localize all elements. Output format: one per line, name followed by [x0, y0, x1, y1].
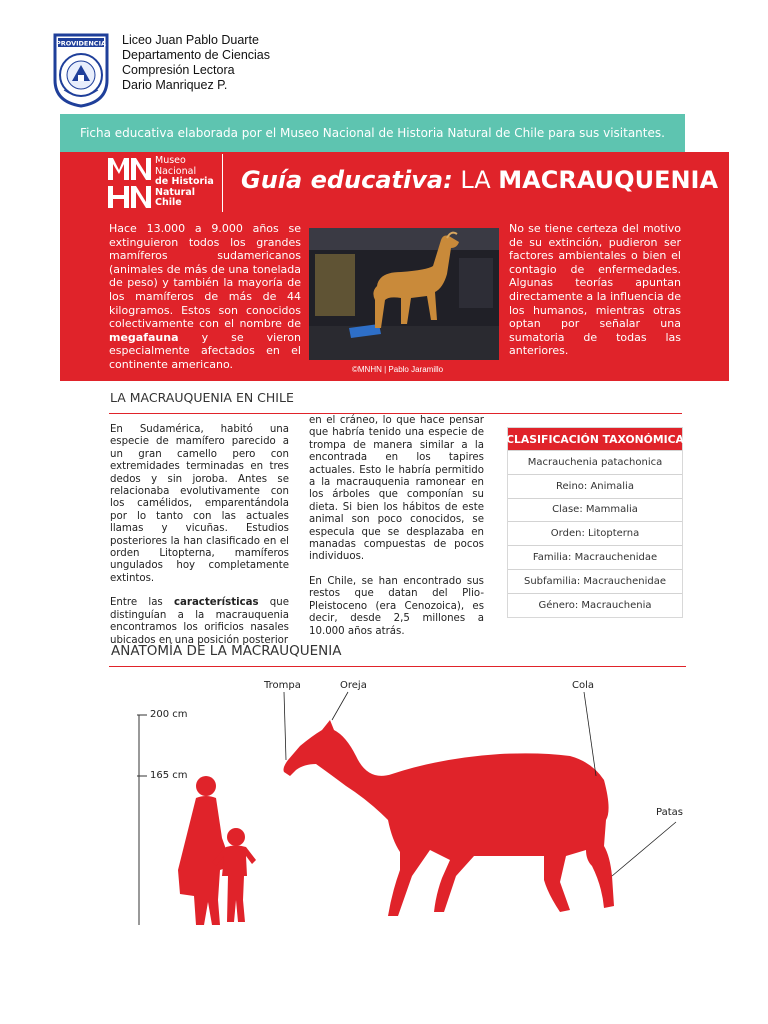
- paragraph: en el cráneo, lo que hace pensar que habría tenido una especie de trompa de manera similar a la encontrada en los tapires actuales. Esto le habría permitido a la macrauquenia ramonear en los árboles que componían su dieta. Si bien los hábitos de este animal son poco conocidos, se especula que se desplazaba en manadas compuestas de pocos individuos.: [309, 415, 484, 563]
- museum-name: [155, 156, 214, 209]
- info-banner: [60, 114, 685, 152]
- scale-label-165: 165 cm: [150, 770, 188, 781]
- label-patas: Patas: [656, 807, 683, 818]
- school-name: Liceo Juan Pablo Duarte: [122, 33, 259, 47]
- chile-text-middle: [309, 415, 484, 650]
- mnhn-logo: [108, 156, 152, 210]
- section-title-anatomy: ANATOMÍA DE LA MACRAUQUENIA: [111, 643, 342, 659]
- taxonomy-row: Clase: Mammalia: [508, 498, 682, 522]
- text-part: Entre las: [110, 597, 174, 609]
- banner-text: Ficha educativa elaborada por el Museo Nacional de Historia Natural de Chile para sus visitantes.: [80, 126, 665, 140]
- section-divider: [109, 666, 686, 667]
- paragraph: En Sudamérica, habitó una especie de mamífero parecido a un gran camello pero con extremidades terminadas en tres dedos y sin joroba. Antes se relacionaba evolutivamente con los camélidos, emparentándola por lo tanto con las actuales llamas y vicuñas. Estudios posteriores la han clasificado en el orden Litopterna, mamíferos ungulados hoy completamente extintos.: [110, 424, 289, 584]
- hero-text-part: y se vieron especialmente afectados en el continente americano.: [109, 330, 301, 371]
- school-info: [122, 33, 270, 93]
- taxonomy-row: Macrauchenia patachonica: [508, 450, 682, 474]
- museum-name-line: Museo: [155, 155, 186, 166]
- macrauquenia-silhouette: [284, 720, 615, 916]
- hero-section: [60, 152, 729, 381]
- taxonomy-row: Familia: Macrauchenidae: [508, 545, 682, 569]
- seal-top-text: PROVIDENCIA: [55, 39, 107, 48]
- section-divider: [109, 413, 682, 414]
- museum-name-line: Natural: [155, 186, 196, 198]
- museum-name-line: Nacional: [155, 165, 197, 177]
- taxonomy-row: Reino: Animalia: [508, 474, 682, 498]
- text-bold: características: [174, 597, 259, 609]
- taxonomy-row: Orden: Litopterna: [508, 521, 682, 545]
- paragraph: [110, 597, 289, 647]
- label-oreja: Oreja: [340, 680, 367, 691]
- paragraph: En Chile, se han encontrado sus restos que datan del Plio-Pleistoceno (era Cenozoica), es decir, desde 2,5 millones a 10.000 años atrás.: [309, 575, 484, 637]
- scale-label-200: 200 cm: [150, 709, 188, 720]
- taxonomy-row: Género: Macrauchenia: [508, 593, 682, 617]
- hero-divider: [222, 154, 223, 212]
- subject: Compresión Lectora: [122, 63, 235, 77]
- hero-text-part: Hace 13.000 a 9.000 años se extinguieron todos los grandes mamíferos sudamericanos (animales de más de una tonelada de peso) y también la mayoría de los mamíferos de más de 44 kilogramos. Estos son conocidos colectivamente con el nombre de: [109, 222, 301, 331]
- department: Departamento de Ciencias: [122, 48, 270, 62]
- text-part: que distinguían a la macrauquenia encontramos los orificios nasales ubicados en una posición posterior: [110, 597, 289, 646]
- taxonomy-row: Subfamilia: Macrauchenidae: [508, 569, 682, 593]
- photo-credit: ©MNHN | Pablo Jaramillo: [352, 365, 444, 374]
- page-title: [241, 166, 718, 194]
- school-seal-logo: [52, 32, 110, 108]
- macrauquenia-museum-photo: [309, 228, 499, 360]
- title-la: LA: [460, 166, 491, 194]
- hero-intro-text: [109, 222, 301, 372]
- chile-text-left: [110, 424, 289, 659]
- teacher: Dario Manriquez P.: [122, 78, 228, 92]
- anatomy-illustration: [0, 670, 768, 930]
- hero-extinction-text: No se tiene certeza del motivo de su extinción, pudieron ser factores ambientales o bien el contagio de enfermedades. Algunas teorías apuntan directamente a la influencia de los humanos, mientras otras optan por señalar una sumatoria de todas las anteriores.: [509, 222, 681, 358]
- taxonomy-header: CLASIFICACIÓN TAXONÓMICA: [508, 428, 682, 450]
- museum-name-line: de Historia: [155, 176, 214, 187]
- museum-name-line: Chile: [155, 197, 182, 208]
- label-trompa: Trompa: [264, 680, 301, 691]
- taxonomy-table: [507, 427, 683, 618]
- scale-bar: [137, 715, 147, 925]
- hero-text-bold: megafauna: [109, 330, 179, 344]
- label-cola: Cola: [572, 680, 595, 691]
- title-main: MACRAUQUENIA: [498, 166, 719, 194]
- title-prefix: Guía educativa:: [241, 166, 453, 194]
- section-title-chile: LA MACRAUQUENIA EN CHILE: [110, 390, 294, 405]
